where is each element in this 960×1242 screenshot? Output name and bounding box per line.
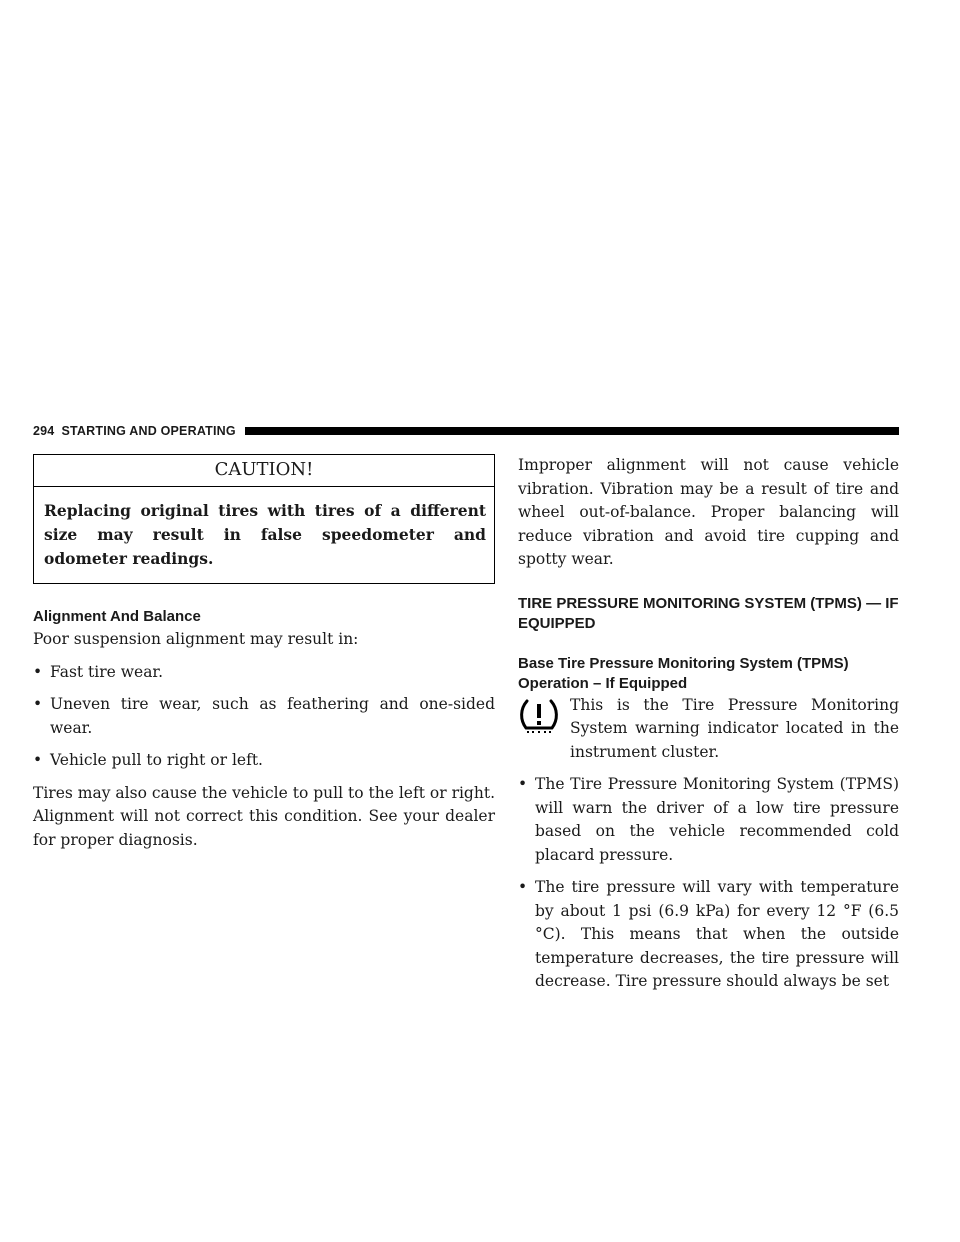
- alignment-intro: Poor suspension alignment may result in:: [33, 630, 359, 648]
- caution-box: [33, 454, 495, 584]
- list-item: • Vehicle pull to right or left.: [33, 749, 495, 773]
- tpms-icon-paragraph: [518, 694, 899, 765]
- list-item: • The Tire Pressure Monitoring System (TPMS) will warn the driver of a low tire pressure based on the vehicle recommended cold placard pressure.: [518, 773, 899, 867]
- tpms-section-heading: TIRE PRESSURE MONITORING SYSTEM (TPMS) — IF EQUIPPED: [518, 594, 899, 632]
- tpms-warning-icon: [518, 698, 560, 734]
- alignment-paragraph: Tires may also cause the vehicle to pull to the left or right. Alignment will not correct this condition. See your dealer for proper diagnosis.: [33, 783, 495, 849]
- tpms-sub-heading: Base Tire Pressure Monitoring System (TPMS) Operation – If Equipped: [518, 654, 849, 692]
- caution-text: Replacing original tires with tires of a different size may result in false speedometer and odometer readings.: [44, 501, 486, 568]
- list-item: • Fast tire wear.: [33, 661, 495, 685]
- vibration-paragraph: Improper alignment will not cause vehicle vibration. Vibration may be a result of tire and wheel out-of-balance. Proper balancing will reduce vibration and avoid tire cupping and spotty wear.: [518, 456, 899, 568]
- left-column: [33, 454, 495, 852]
- caution-title: CAUTION!: [34, 455, 494, 487]
- header-rule: [245, 427, 899, 435]
- page-number: 294: [33, 424, 55, 438]
- page-header: [33, 422, 899, 440]
- section-title: STARTING AND OPERATING: [61, 424, 236, 438]
- tpms-icon-text: This is the Tire Pressure Monitoring System warning indicator located in the instrument cluster.: [570, 695, 899, 761]
- list-item: • The tire pressure will vary with temperature by about 1 psi (6.9 kPa) for every 12 °F (6.5 °C). This means that when the outside temperature decreases, the tire pressure will decrease. Tire pressure should always be set: [518, 876, 899, 994]
- alignment-heading: Alignment And Balance: [33, 608, 201, 625]
- list-item: • Uneven tire wear, such as feathering and one-sided wear.: [33, 693, 495, 740]
- right-column: [518, 454, 899, 994]
